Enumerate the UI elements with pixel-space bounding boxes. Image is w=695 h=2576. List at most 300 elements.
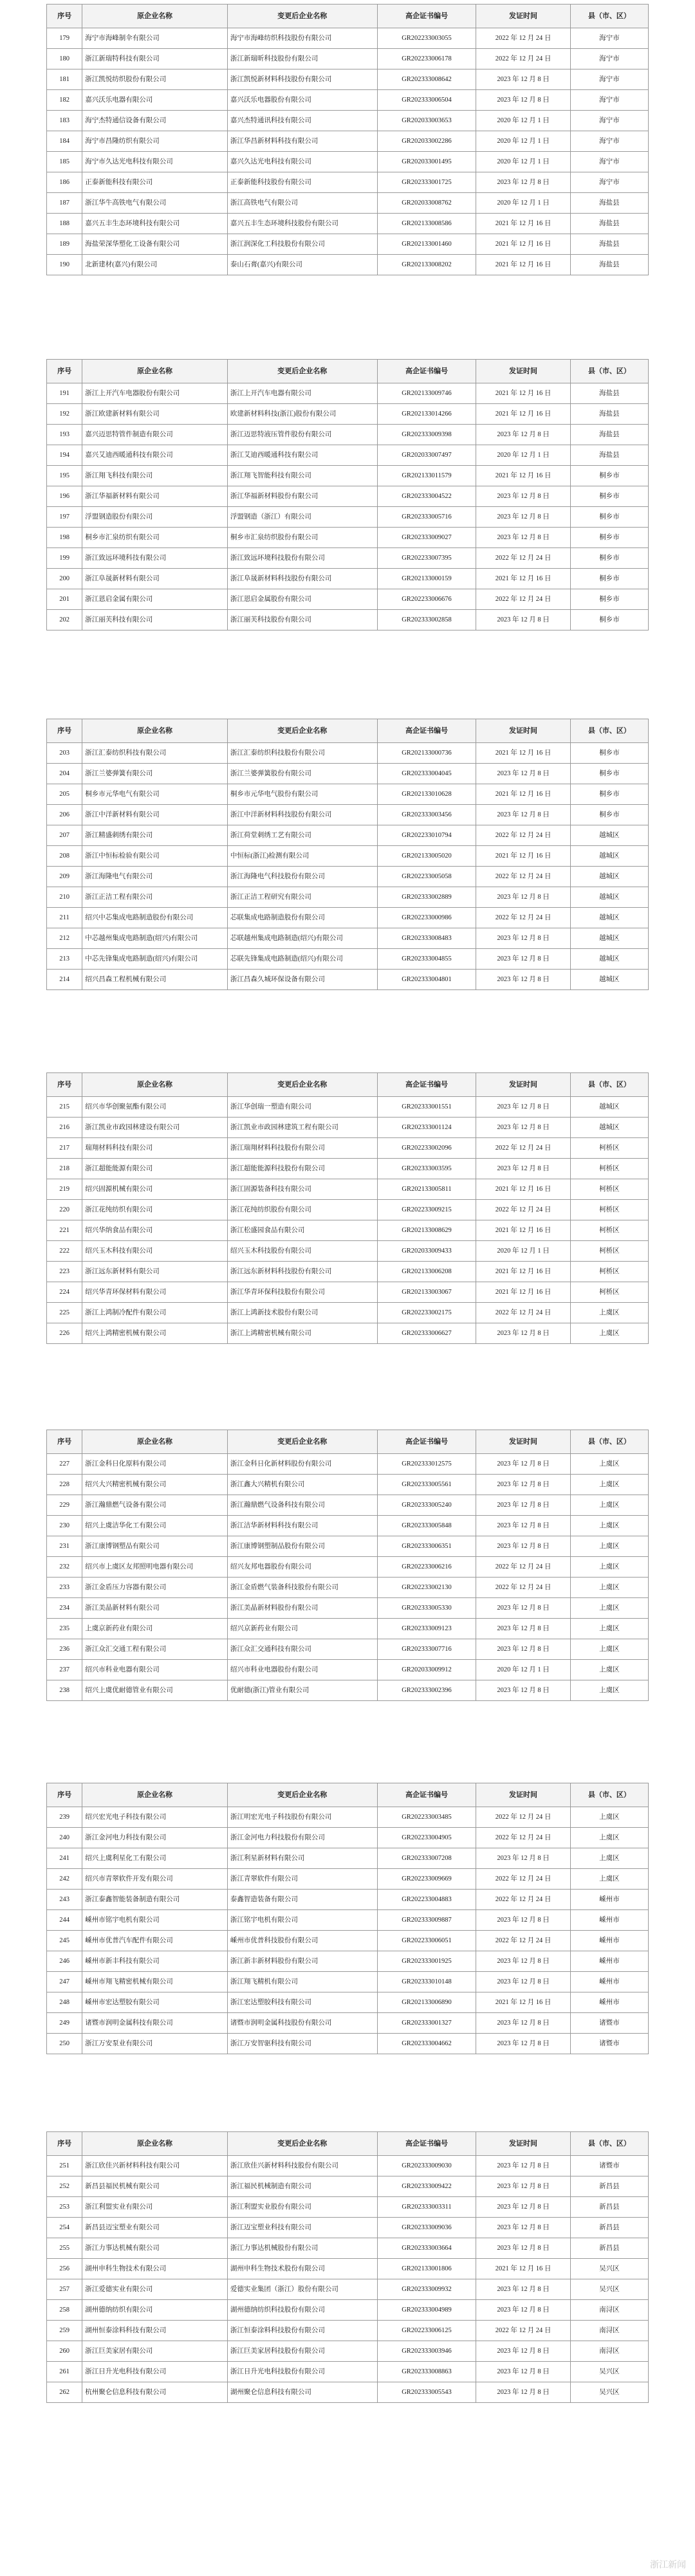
company-table-7	[46, 2131, 649, 2403]
original-name: 绍兴上虞洁华化工有限公司	[82, 1516, 228, 1536]
new-name: 浙江翔飞精机有限公司	[227, 1972, 377, 1992]
column-header: 县（市、区）	[570, 719, 648, 743]
column-header: 县（市、区）	[570, 1783, 648, 1807]
new-name: 浙江上开汽车电器有限公司	[227, 383, 377, 404]
column-header: 原企业名称	[82, 1073, 228, 1097]
certificate-number: GR202033003653	[377, 111, 476, 131]
district: 上虞区	[570, 1323, 648, 1344]
original-name: 浙江凯悦纺织股份有限公司	[82, 69, 228, 90]
issue-date: 2023 年 12 月 8 日	[476, 764, 570, 784]
header-row	[47, 5, 649, 28]
column-header: 高企证书编号	[377, 2132, 476, 2156]
row-number: 188	[47, 214, 82, 234]
original-name: 浙江利盟实业有限公司	[82, 2197, 228, 2218]
row-number: 238	[47, 1680, 82, 1701]
new-name: 浙江致远环境科技股份有限公司	[227, 548, 377, 569]
column-header: 序号	[47, 1430, 82, 1454]
district: 海盐县	[570, 234, 648, 255]
certificate-number: GR202033008762	[377, 193, 476, 214]
row-number: 189	[47, 234, 82, 255]
issue-date: 2022 年 12 月 24 日	[476, 1890, 570, 1910]
column-header: 变更后企业名称	[227, 1430, 377, 1454]
row-number: 245	[47, 1931, 82, 1951]
certificate-number: GR202333004522	[377, 486, 476, 507]
district: 上虞区	[570, 1475, 648, 1495]
certificate-number: GR202233000986	[377, 908, 476, 928]
new-name: 浙江固源装备科技有限公司	[227, 1179, 377, 1200]
table-row	[47, 2238, 649, 2259]
row-number: 232	[47, 1557, 82, 1578]
column-header: 发证时间	[476, 360, 570, 383]
row-number: 231	[47, 1536, 82, 1557]
table-row	[47, 486, 649, 507]
row-number: 183	[47, 111, 82, 131]
column-header: 发证时间	[476, 1430, 570, 1454]
new-name: 浙江润深化工科技股份有限公司	[227, 234, 377, 255]
new-name: 海宁市海峰纺织科技股份有限公司	[227, 28, 377, 49]
original-name: 绍兴华青环保材料有限公司	[82, 1282, 228, 1303]
new-name: 浙江巨美家居科技股份有限公司	[227, 2341, 377, 2362]
district: 越城区	[570, 867, 648, 887]
district: 新昌县	[570, 2197, 648, 2218]
issue-date: 2021 年 12 月 16 日	[476, 466, 570, 486]
original-name: 嵊州市新丰科技有限公司	[82, 1951, 228, 1972]
original-name: 杭州聚仑信息科技有限公司	[82, 2382, 228, 2403]
district: 嵊州市	[570, 1931, 648, 1951]
original-name: 浙江致远环境科技有限公司	[82, 548, 228, 569]
column-header: 原企业名称	[82, 719, 228, 743]
new-name: 浙江翔飞智能科技有限公司	[227, 466, 377, 486]
new-name: 浙江艾迪西暖通科技有限公司	[227, 445, 377, 466]
certificate-number: GR202333005561	[377, 1475, 476, 1495]
issue-date: 2023 年 12 月 8 日	[476, 2197, 570, 2218]
certificate-number: GR202333005240	[377, 1495, 476, 1516]
issue-date: 2023 年 12 月 8 日	[476, 1680, 570, 1701]
company-table	[46, 2131, 649, 2403]
row-number: 200	[47, 569, 82, 589]
original-name: 浙江众汇交通工程有限公司	[82, 1639, 228, 1660]
district: 越城区	[570, 970, 648, 990]
issue-date: 2022 年 12 月 24 日	[476, 548, 570, 569]
certificate-number: GR202333008863	[377, 2362, 476, 2382]
column-header: 原企业名称	[82, 5, 228, 28]
original-name: 海宁市海峰制伞有限公司	[82, 28, 228, 49]
original-name: 嘉兴艾迪西暖通科技有限公司	[82, 445, 228, 466]
issue-date: 2023 年 12 月 8 日	[476, 1097, 570, 1118]
new-name: 浙江恒泰涂料科技股份有限公司	[227, 2321, 377, 2341]
new-name: 浙江新瑞昕科技股份有限公司	[227, 49, 377, 69]
row-number: 240	[47, 1828, 82, 1848]
original-name: 浙江凯业市政园林建设有限公司	[82, 1118, 228, 1138]
district: 桐乡市	[570, 466, 648, 486]
issue-date: 2023 年 12 月 8 日	[476, 2362, 570, 2382]
table-row	[47, 1619, 649, 1639]
district: 海盐县	[570, 255, 648, 275]
new-name: 浙江美晶新材料股份有限公司	[227, 1598, 377, 1619]
new-name: 浙江利星新材料有限公司	[227, 1848, 377, 1869]
original-name: 绍兴华纳食品有限公司	[82, 1220, 228, 1241]
column-header: 县（市、区）	[570, 1430, 648, 1454]
district: 海宁市	[570, 131, 648, 152]
issue-date: 2023 年 12 月 8 日	[476, 2341, 570, 2362]
issue-date: 2022 年 12 月 24 日	[476, 1200, 570, 1220]
column-header: 发证时间	[476, 2132, 570, 2156]
issue-date: 2021 年 12 月 16 日	[476, 1262, 570, 1282]
issue-date: 2023 年 12 月 8 日	[476, 805, 570, 825]
original-name: 浙江力事达机械有限公司	[82, 2238, 228, 2259]
new-name: 桐乡市元华电气股份有限公司	[227, 784, 377, 805]
issue-date: 2021 年 12 月 16 日	[476, 214, 570, 234]
issue-date: 2021 年 12 月 16 日	[476, 743, 570, 764]
original-name: 海宁杰特通信设备有限公司	[82, 111, 228, 131]
district: 诸暨市	[570, 2156, 648, 2176]
table-row	[47, 784, 649, 805]
certificate-number: GR202233007395	[377, 548, 476, 569]
certificate-number: GR202333002889	[377, 887, 476, 908]
table-row	[47, 69, 649, 90]
table-row	[47, 1828, 649, 1848]
table-row	[47, 528, 649, 548]
table-row	[47, 569, 649, 589]
column-header: 变更后企业名称	[227, 360, 377, 383]
issue-date: 2020 年 12 月 1 日	[476, 445, 570, 466]
new-name: 浙江昌森久城环保设备有限公司	[227, 970, 377, 990]
column-header: 序号	[47, 2132, 82, 2156]
district: 上虞区	[570, 1454, 648, 1475]
new-name: 浙江华福新材料股份有限公司	[227, 486, 377, 507]
original-name: 嘉兴五丰生态环境科技有限公司	[82, 214, 228, 234]
certificate-number: GR202133001806	[377, 2259, 476, 2279]
certificate-number: GR202333010148	[377, 1972, 476, 1992]
row-number: 259	[47, 2321, 82, 2341]
table-row	[47, 1890, 649, 1910]
original-name: 浙江万安泵业有限公司	[82, 2034, 228, 2054]
issue-date: 2022 年 12 月 24 日	[476, 1828, 570, 1848]
certificate-number: GR202333003456	[377, 805, 476, 825]
header-row	[47, 1430, 649, 1454]
row-number: 197	[47, 507, 82, 528]
table-row	[47, 90, 649, 111]
certificate-number: GR202033009433	[377, 1241, 476, 1262]
new-name: 绍兴京新药业有限公司	[227, 1619, 377, 1639]
new-name: 嘉兴杰特通讯科技有限公司	[227, 111, 377, 131]
original-name: 桐乡市元华电气有限公司	[82, 784, 228, 805]
district: 新昌县	[570, 2218, 648, 2238]
company-table	[46, 4, 649, 275]
original-name: 浙江正洁工程有限公司	[82, 887, 228, 908]
new-name: 浙江华昌新材料科技有限公司	[227, 131, 377, 152]
table-row	[47, 255, 649, 275]
new-name: 浙江丽芙科技股份有限公司	[227, 610, 377, 630]
certificate-number: GR202233004883	[377, 1890, 476, 1910]
table-row	[47, 1639, 649, 1660]
row-number: 181	[47, 69, 82, 90]
row-number: 205	[47, 784, 82, 805]
row-number: 208	[47, 846, 82, 867]
table-row	[47, 383, 649, 404]
original-name: 桐乡市汇泉纺织有限公司	[82, 528, 228, 548]
certificate-number: GR202233009669	[377, 1869, 476, 1890]
new-name: 浙江铭宇电机有限公司	[227, 1910, 377, 1931]
certificate-number: GR202333005330	[377, 1598, 476, 1619]
district: 桐乡市	[570, 610, 648, 630]
original-name: 浙江欣佳兴新材料科技有限公司	[82, 2156, 228, 2176]
original-name: 诸暨市润明金属科技有限公司	[82, 2013, 228, 2034]
new-name: 浙江凯业市政园林建筑工程有限公司	[227, 1118, 377, 1138]
certificate-number: GR202333005848	[377, 1516, 476, 1536]
new-name: 浙江新丰新材料股份有限公司	[227, 1951, 377, 1972]
row-number: 192	[47, 404, 82, 425]
table-row	[47, 949, 649, 970]
district: 诸暨市	[570, 2034, 648, 2054]
certificate-number: GR202133008586	[377, 214, 476, 234]
new-name: 浙江荷堂刺绣工艺有限公司	[227, 825, 377, 846]
original-name: 嘉兴沃乐电器有限公司	[82, 90, 228, 111]
issue-date: 2023 年 12 月 8 日	[476, 1619, 570, 1639]
certificate-number: GR202333012575	[377, 1454, 476, 1475]
column-header: 高企证书编号	[377, 1073, 476, 1097]
original-name: 新昌县迈宝塑业有限公司	[82, 2218, 228, 2238]
original-name: 浙江爱德实业有限公司	[82, 2279, 228, 2300]
certificate-number: GR202233010794	[377, 825, 476, 846]
row-number: 193	[47, 425, 82, 445]
certificate-number: GR202333007716	[377, 1639, 476, 1660]
certificate-number: GR202233003485	[377, 1807, 476, 1828]
original-name: 嵊州市铭宇电机有限公司	[82, 1910, 228, 1931]
column-header: 高企证书编号	[377, 360, 476, 383]
table-row	[47, 548, 649, 569]
issue-date: 2022 年 12 月 24 日	[476, 1303, 570, 1323]
new-name: 浙江利盟实业股份有限公司	[227, 2197, 377, 2218]
district: 吴兴区	[570, 2382, 648, 2403]
district: 南浔区	[570, 2300, 648, 2321]
issue-date: 2023 年 12 月 8 日	[476, 507, 570, 528]
issue-date: 2023 年 12 月 8 日	[476, 1516, 570, 1536]
certificate-number: GR202333009398	[377, 425, 476, 445]
district: 上虞区	[570, 1869, 648, 1890]
certificate-number: GR202333006627	[377, 1323, 476, 1344]
table-row	[47, 2341, 649, 2362]
table-row	[47, 1475, 649, 1495]
new-name: 浙江迈思特液压管件股份有限公司	[227, 425, 377, 445]
row-number: 236	[47, 1639, 82, 1660]
certificate-number: GR202333005543	[377, 2382, 476, 2403]
table-row	[47, 172, 649, 193]
new-name: 浙江华青环保科技股份有限公司	[227, 1282, 377, 1303]
district: 嵊州市	[570, 1890, 648, 1910]
table-row	[47, 970, 649, 990]
row-number: 225	[47, 1303, 82, 1323]
company-table-3	[46, 719, 649, 990]
column-header: 变更后企业名称	[227, 5, 377, 28]
table-row	[47, 2362, 649, 2382]
district: 桐乡市	[570, 743, 648, 764]
original-name: 浙江华福新材料有限公司	[82, 486, 228, 507]
original-name: 绍兴昌森工程机械有限公司	[82, 970, 228, 990]
original-name: 浙江中恒标检验有限公司	[82, 846, 228, 867]
issue-date: 2023 年 12 月 8 日	[476, 486, 570, 507]
table-row	[47, 2156, 649, 2176]
table-row	[47, 1598, 649, 1619]
new-name: 浙江上鸿精密机械有限公司	[227, 1323, 377, 1344]
table-row	[47, 1848, 649, 1869]
issue-date: 2023 年 12 月 8 日	[476, 69, 570, 90]
row-number: 219	[47, 1179, 82, 1200]
certificate-number: GR202133005811	[377, 1179, 476, 1200]
column-header: 变更后企业名称	[227, 1783, 377, 1807]
header-row	[47, 2132, 649, 2156]
district: 柯桥区	[570, 1179, 648, 1200]
table-row	[47, 1097, 649, 1118]
original-name: 浙江华牛高铁电气有限公司	[82, 193, 228, 214]
issue-date: 2021 年 12 月 16 日	[476, 784, 570, 805]
table-row	[47, 1159, 649, 1179]
issue-date: 2021 年 12 月 16 日	[476, 1282, 570, 1303]
original-name: 海宁市久达光电科技有限公司	[82, 152, 228, 172]
row-number: 246	[47, 1951, 82, 1972]
table-row	[47, 1869, 649, 1890]
column-header: 县（市、区）	[570, 2132, 648, 2156]
original-name: 中芯先锋集成电路制造(绍兴)有限公司	[82, 949, 228, 970]
certificate-number: GR202033001495	[377, 152, 476, 172]
table-row	[47, 764, 649, 784]
table-row	[47, 445, 649, 466]
original-name: 绍兴中芯集成电路制造股份有限公司	[82, 908, 228, 928]
row-number: 244	[47, 1910, 82, 1931]
certificate-number: GR202233002130	[377, 1578, 476, 1598]
original-name: 绍兴上虞利星化工有限公司	[82, 1848, 228, 1869]
issue-date: 2023 年 12 月 8 日	[476, 2034, 570, 2054]
table-row	[47, 2382, 649, 2403]
table-row	[47, 2321, 649, 2341]
row-number: 234	[47, 1598, 82, 1619]
new-name: 浙江凯悦新材料科技股份有限公司	[227, 69, 377, 90]
table-row	[47, 928, 649, 949]
row-number: 235	[47, 1619, 82, 1639]
original-name: 绍兴市华创聚氨酯有限公司	[82, 1097, 228, 1118]
issue-date: 2023 年 12 月 8 日	[476, 1475, 570, 1495]
row-number: 258	[47, 2300, 82, 2321]
district: 海宁市	[570, 172, 648, 193]
certificate-number: GR202333005716	[377, 507, 476, 528]
new-name: 浙江阜晟新材料科技股份有限公司	[227, 569, 377, 589]
certificate-number: GR202033007497	[377, 445, 476, 466]
table-row	[47, 610, 649, 630]
district: 嵊州市	[570, 1951, 648, 1972]
new-name: 浙江宏达塑胶科技有限公司	[227, 1992, 377, 2013]
new-name: 浙江瑞翔材料科技股份有限公司	[227, 1138, 377, 1159]
column-header: 变更后企业名称	[227, 1073, 377, 1097]
issue-date: 2023 年 12 月 8 日	[476, 2300, 570, 2321]
issue-date: 2022 年 12 月 24 日	[476, 1557, 570, 1578]
table-row	[47, 1200, 649, 1220]
table-row	[47, 466, 649, 486]
issue-date: 2021 年 12 月 16 日	[476, 255, 570, 275]
district: 上虞区	[570, 1598, 648, 1619]
new-name: 浙江瀚鼎燃气设备科技有限公司	[227, 1495, 377, 1516]
table-row	[47, 425, 649, 445]
district: 嵊州市	[570, 1972, 648, 1992]
row-number: 217	[47, 1138, 82, 1159]
issue-date: 2023 年 12 月 8 日	[476, 528, 570, 548]
row-number: 198	[47, 528, 82, 548]
new-name: 芯联集成电路制造股份有限公司	[227, 908, 377, 928]
issue-date: 2023 年 12 月 8 日	[476, 1323, 570, 1344]
certificate-number: GR202333004989	[377, 2300, 476, 2321]
certificate-number: GR202333001551	[377, 1097, 476, 1118]
district: 上虞区	[570, 1303, 648, 1323]
district: 海盐县	[570, 214, 648, 234]
district: 上虞区	[570, 1536, 648, 1557]
issue-date: 2023 年 12 月 8 日	[476, 1972, 570, 1992]
row-number: 233	[47, 1578, 82, 1598]
issue-date: 2022 年 12 月 24 日	[476, 1138, 570, 1159]
original-name: 北新建材(嘉兴)有限公司	[82, 255, 228, 275]
original-name: 浙江丽芙科技有限公司	[82, 610, 228, 630]
district: 吴兴区	[570, 2259, 648, 2279]
district: 越城区	[570, 908, 648, 928]
column-header: 县（市、区）	[570, 360, 648, 383]
district: 桐乡市	[570, 805, 648, 825]
row-number: 199	[47, 548, 82, 569]
original-name: 浙江恩启金属有限公司	[82, 589, 228, 610]
original-name: 嵊州市优普汽车配件有限公司	[82, 1931, 228, 1951]
new-name: 浙江康博钢塑制品股份有限公司	[227, 1536, 377, 1557]
table-row	[47, 1241, 649, 1262]
new-name: 浙江金科日化新材料股份有限公司	[227, 1454, 377, 1475]
new-name: 浙江万安智驱科技有限公司	[227, 2034, 377, 2054]
row-number: 202	[47, 610, 82, 630]
district: 上虞区	[570, 1848, 648, 1869]
new-name: 浙江日升光电科技股份有限公司	[227, 2362, 377, 2382]
certificate-number: GR202333008642	[377, 69, 476, 90]
column-header: 县（市、区）	[570, 5, 648, 28]
district: 越城区	[570, 949, 648, 970]
certificate-number: GR202333009036	[377, 2218, 476, 2238]
issue-date: 2020 年 12 月 1 日	[476, 131, 570, 152]
certificate-number: GR202233006178	[377, 49, 476, 69]
issue-date: 2023 年 12 月 8 日	[476, 2279, 570, 2300]
table-row	[47, 234, 649, 255]
column-header: 高企证书编号	[377, 1430, 476, 1454]
new-name: 浙江松盛园食品有限公司	[227, 1220, 377, 1241]
district: 越城区	[570, 887, 648, 908]
district: 南浔区	[570, 2341, 648, 2362]
certificate-number: GR202133003067	[377, 1282, 476, 1303]
table-row	[47, 1660, 649, 1680]
new-name: 绍兴市科业电器股份有限公司	[227, 1660, 377, 1680]
new-name: 泰鑫智造装备有限公司	[227, 1890, 377, 1910]
table-row	[47, 825, 649, 846]
original-name: 绍兴市科业电器有限公司	[82, 1660, 228, 1680]
original-name: 浙江中洋新材料有限公司	[82, 805, 228, 825]
row-number: 206	[47, 805, 82, 825]
original-name: 浙江阜晟新材料有限公司	[82, 569, 228, 589]
district: 桐乡市	[570, 548, 648, 569]
row-number: 239	[47, 1807, 82, 1828]
new-name: 中恒标(浙江)检测有限公司	[227, 846, 377, 867]
district: 桐乡市	[570, 764, 648, 784]
issue-date: 2023 年 12 月 8 日	[476, 887, 570, 908]
table-row	[47, 2218, 649, 2238]
row-number: 223	[47, 1262, 82, 1282]
certificate-number: GR202333002858	[377, 610, 476, 630]
district: 桐乡市	[570, 569, 648, 589]
new-name: 浙江汇泰纺织科技股份有限公司	[227, 743, 377, 764]
company-table-5	[46, 1430, 649, 1701]
certificate-number: GR202233006125	[377, 2321, 476, 2341]
table-row	[47, 2176, 649, 2197]
